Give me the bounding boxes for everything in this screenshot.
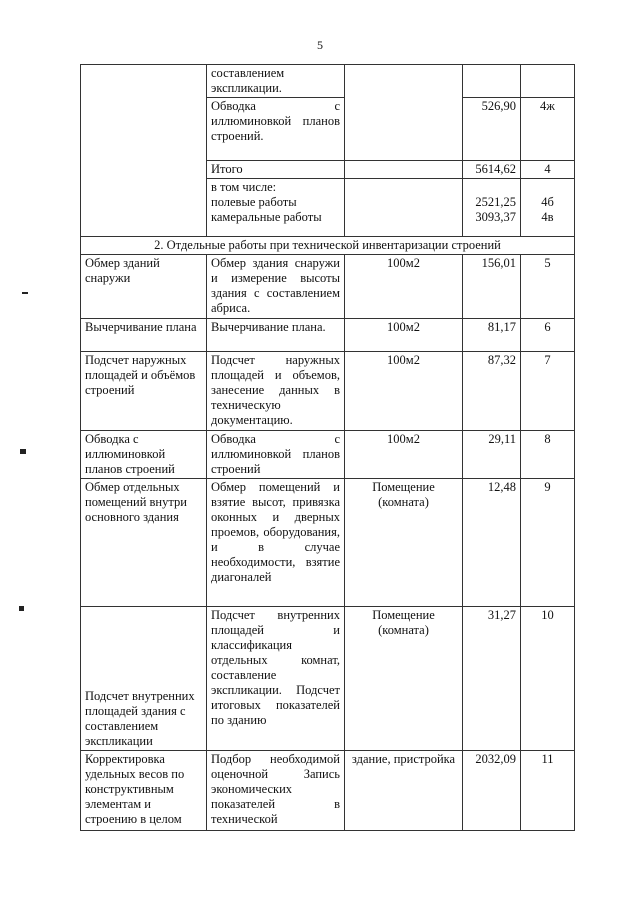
cell-number: 8: [521, 431, 575, 479]
cell-value: 2032,09: [463, 751, 521, 831]
cell-unit: [345, 65, 463, 161]
table-row: [81, 319, 575, 352]
cell-name: Обводка с иллюминовкой планов строений: [81, 431, 207, 479]
office-work-number: 4в: [541, 210, 554, 224]
cell-number: 4ж: [521, 98, 575, 161]
cell-name: Подсчет наружных площадей и объёмов строений: [81, 352, 207, 431]
cell-value: 31,27: [463, 607, 521, 751]
cell-unit: 100м2: [345, 431, 463, 479]
cell-unit: Помещение (комната): [345, 479, 463, 607]
cell-number: 5: [521, 255, 575, 319]
page-number: 5: [317, 38, 323, 52]
cell-name: [81, 65, 207, 237]
cell-number: 11: [521, 751, 575, 831]
cell-number: 6: [521, 319, 575, 352]
total-number: 4: [521, 161, 575, 179]
cell-description: Обмер помещений и взятие высот, привязка оконных и дверных проемов, оборудования, и в случае необходимости, взятие диагоналей: [207, 479, 345, 607]
including-values: [463, 179, 521, 237]
cell-value: [463, 65, 521, 98]
cell-unit: 100м2: [345, 352, 463, 431]
cell-unit: Помещение (комната): [345, 607, 463, 751]
cell-number: 10: [521, 607, 575, 751]
table-row: [81, 255, 575, 319]
including-labels: [207, 179, 345, 237]
scan-mark-1: [22, 292, 28, 294]
cell-value: 29,11: [463, 431, 521, 479]
cell-description: составлением экспликации.: [207, 65, 345, 98]
cell-name: Подсчет внутренних площадей здания с составлением экспликации: [81, 607, 207, 751]
total-value: 5614,62: [463, 161, 521, 179]
cell-value: 81,17: [463, 319, 521, 352]
cell-unit: 100м2: [345, 319, 463, 352]
section-title: 2. Отдельные работы при технической инвентаризации строений: [81, 237, 575, 255]
table-row: [81, 607, 575, 751]
field-work-number: 4б: [541, 195, 554, 209]
total-label: Итого: [207, 161, 345, 179]
cell-name: Обмер отдельных помещений внутри основного здания: [81, 479, 207, 607]
cell-value: 87,32: [463, 352, 521, 431]
cell-unit: здание, пристройка: [345, 751, 463, 831]
scan-mark-2: [20, 449, 26, 454]
field-work-value: 2521,25: [475, 195, 516, 209]
table-row: [81, 751, 575, 831]
cell-description: Вычерчивание плана.: [207, 319, 345, 352]
office-work-value: 3093,37: [475, 210, 516, 224]
table-row: [81, 65, 575, 98]
cell-value: 526,90: [463, 98, 521, 161]
table-row: [81, 431, 575, 479]
cell-name: Корректировка удельных весов по конструктивным элементам и строению в целом: [81, 751, 207, 831]
table-row: [81, 352, 575, 431]
section-header-row: [81, 237, 575, 255]
cell-description: Обводка с иллюминовкой планов строений: [207, 431, 345, 479]
including-label: в том числе:: [211, 180, 277, 194]
office-work-label: камеральные работы: [211, 210, 322, 224]
cell-number: [521, 65, 575, 98]
cell-name: Вычерчивание плана: [81, 319, 207, 352]
work-rates-table: [80, 64, 575, 831]
cell-description: Обводка с иллюминовкой планов строений.: [207, 98, 345, 161]
cell-description: Подбор необходимой оценочной Запись экономических показателей в технической: [207, 751, 345, 831]
cell-description: Подсчет внутренних площадей и классификация отдельных комнат, составление экспликации. Подсчет итоговых показателей по зданию: [207, 607, 345, 751]
scan-mark-3: [19, 606, 24, 611]
cell-value: 156,01: [463, 255, 521, 319]
table-row: [81, 479, 575, 607]
cell-value: 12,48: [463, 479, 521, 607]
cell-unit: 100м2: [345, 255, 463, 319]
cell-number: 7: [521, 352, 575, 431]
cell-description: Обмер здания снаружи и измерение высоты здания с составлением абриса.: [207, 255, 345, 319]
cell-unit: [345, 161, 463, 179]
cell-description: Подсчет наружных площадей и объемов, занесение данных в техническую документацию.: [207, 352, 345, 431]
field-work-label: полевые работы: [211, 195, 297, 209]
including-numbers: [521, 179, 575, 237]
cell-name: Обмер зданий снаружи: [81, 255, 207, 319]
cell-number: 9: [521, 479, 575, 607]
cell-unit: [345, 179, 463, 237]
